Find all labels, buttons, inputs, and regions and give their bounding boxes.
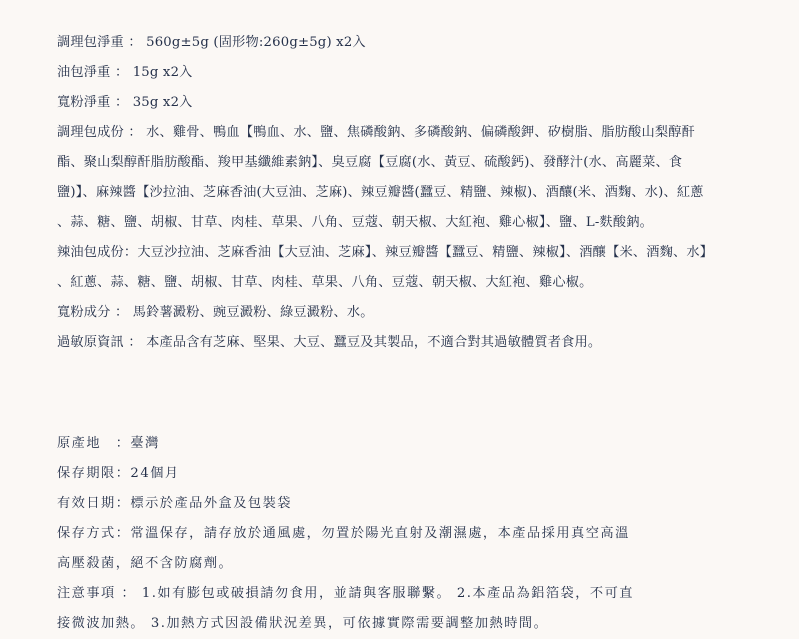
net-weight-noodle-line: 寬粉淨重 ： 35g x2入 — [57, 95, 193, 110]
ingredients-section — [57, 28, 785, 358]
pack-ingredients-line-4: 、蒜、糖、鹽、胡椒、甘草、肉桂、草果、八角、豆蔻、朝天椒、大紅袍、雞心椒】、鹽、L-麩酸鈉。 — [57, 215, 654, 230]
oil-ingredients-line-2: 、紅蔥、蒜、糖、鹽、胡椒、甘草、肉桂、草果、八角、豆蔻、朝天椒、大紅袍、雞心椒。 — [57, 275, 593, 290]
allergen-info-line: 過敏原資訊 ： 本產品含有芝麻、堅果、大豆、蠶豆及其製品，不適合對其過敏體質者食用。 — [57, 335, 602, 350]
net-weight-oil-line: 油包淨重 ： 15g x2入 — [57, 65, 193, 80]
expiry-date-line: 有效日期：標示於產品外盒及包裝袋 — [57, 496, 292, 511]
pack-ingredients-line-2: 酯、聚山梨醇酐脂肪酸酯、羧甲基纖維素鈉】、臭豆腐【豆腐(水、黃豆、硫酸鈣)、發酵汁(水、高麗菜、食 — [57, 155, 683, 170]
origin-line: 原產地 ：臺灣 — [57, 436, 160, 451]
product-info-section — [57, 429, 785, 639]
notes-line-2: 接微波加熱。 3.加熱方式因設備狀況差異，可依據實際需要調整加熱時間。 — [57, 616, 549, 631]
pack-ingredients-line-1: 調理包成份 ： 水、雞骨、鴨血【鴨血、水、鹽、焦磷酸鈉、多磷酸鈉、偏磷酸鉀、矽樹脂、脂肪酸山梨醇酐 — [57, 125, 695, 140]
shelf-life-line: 保存期限：24個月 — [57, 466, 180, 481]
noodle-ingredients-line: 寬粉成分 ： 馬鈴薯澱粉、豌豆澱粉、綠豆澱粉、水。 — [57, 305, 374, 320]
net-weight-pack-line: 調理包淨重 ： 560g±5g (固形物:260g±5g) x2入 — [57, 35, 366, 50]
product-label-document — [57, 28, 785, 639]
notes-line-1: 注意事項 ： 1.如有膨包或破損請勿食用，並請與客服聯繫。 2.本產品為鋁箔袋，不可直 — [57, 586, 634, 601]
section-spacer — [57, 358, 785, 429]
pack-ingredients-line-3: 鹽)】、麻辣醬【沙拉油、芝麻香油(大豆油、芝麻)、辣豆瓣醬(蠶豆、精鹽、辣椒)、酒釀(米、酒麴、水)、紅蔥 — [57, 185, 704, 200]
oil-ingredients-line-1: 辣油包成份：大豆沙拉油、芝麻香油【大豆油、芝麻】、辣豆瓣醬【蠶豆、精鹽、辣椒】、酒釀【米、酒麴、水】 — [57, 245, 714, 260]
storage-line-1: 保存方式：常溫保存，請存放於通風處，勿置於陽光直射及潮濕處，本產品採用真空高溫 — [57, 526, 630, 541]
storage-line-2: 高壓殺菌，絕不含防腐劑。 — [57, 556, 234, 571]
